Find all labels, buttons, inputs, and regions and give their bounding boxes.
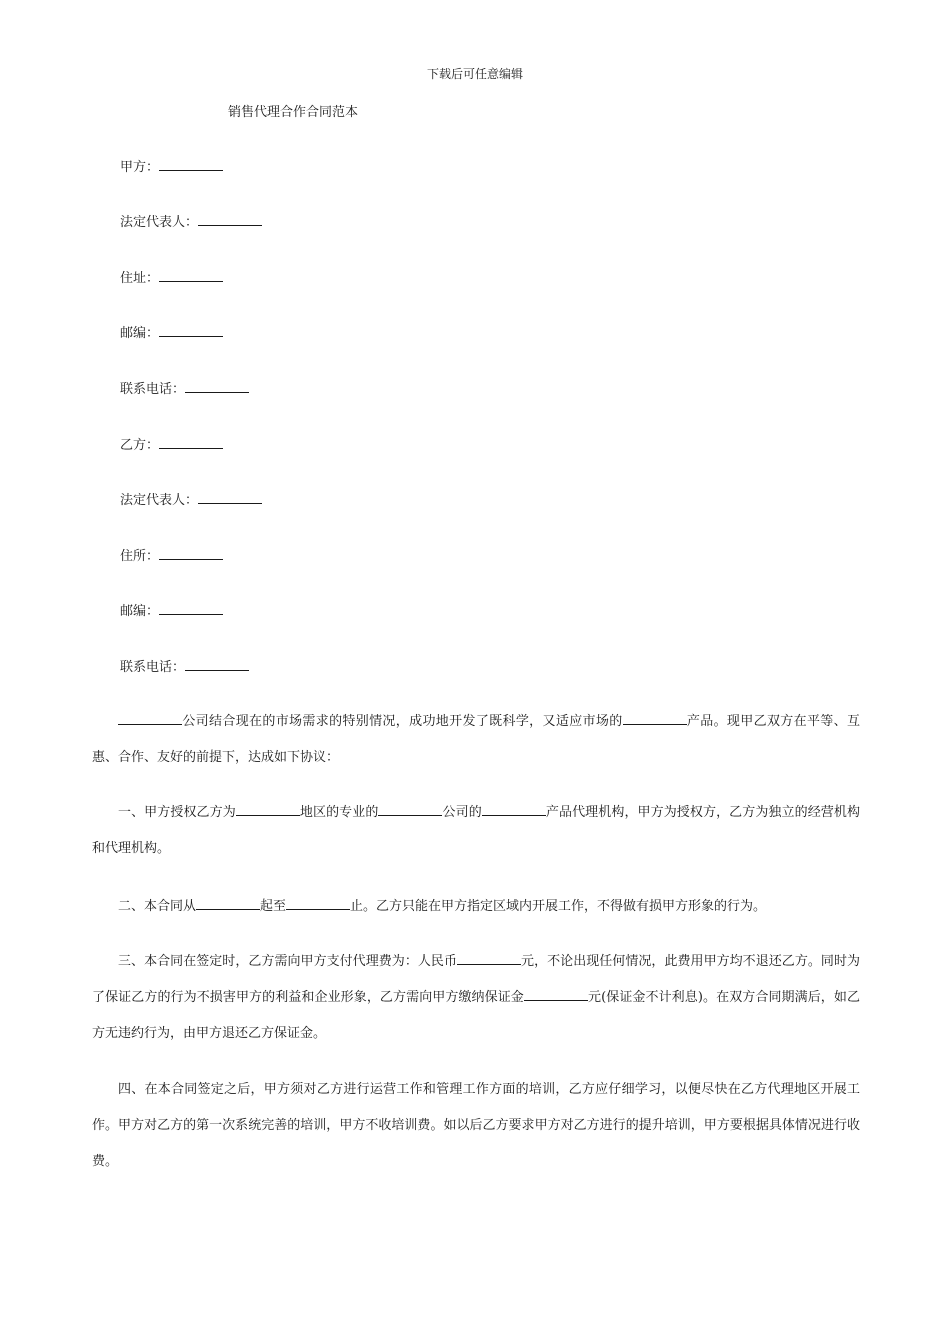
clause-1-text-1: 一、甲方授权乙方为 [118,805,236,820]
party-a-postcode-field [120,324,223,343]
clause-1-company-blank [378,803,442,816]
party-a-postcode-label: 邮编： [120,326,160,341]
party-b-postcode-label: 邮编： [120,604,160,619]
party-a-rep-label: 法定代表人： [120,215,199,230]
party-b-address-blank [159,547,223,560]
clause-4: 四、在本合同签定之后，甲方须对乙方进行运营工作和管理工作方面的培训，乙方应仔细学习，以便尽快在乙方代理地区开展工作。甲方对乙方的第一次系统完善的培训，甲方不收培训费。如以后乙方要求甲方对乙方进行的提升培训，甲方要根据具体情况进行收费。 [92,1082,860,1169]
party-b-postcode-blank [159,602,223,615]
clause-3-deposit-blank [524,988,588,1001]
party-a-address-label: 住址： [120,271,160,286]
party-b-phone-field [120,658,249,677]
clause-2 [92,889,860,925]
intro-company-blank [118,712,182,725]
party-a-name-blank [159,158,223,171]
clause-1 [92,795,860,867]
intro-text-1: 公司结合现在的市场需求的特别情况，成功地开发了既科学，又适应市场的 [182,714,623,729]
clause-1-region-blank [236,803,300,816]
clause-1-product-blank [482,803,546,816]
clause-1-text-4: 产品代理机构，甲方为授权方，乙方为独立的经营机构和代理机构。 [92,805,860,856]
party-a-rep-blank [198,213,262,226]
clause-3 [92,944,860,1052]
party-a-phone-label: 联系电话： [120,382,186,397]
party-b-name-label: 乙方： [120,438,160,453]
clause-3-text-2: 元，不论出现任何情况，此费用甲方均不退还乙方。同时为了保证乙方的行为不损害甲方的利益和企业形象，乙方需向甲方缴纳保证金 [92,954,860,1005]
party-a-phone-field [120,380,249,399]
intro-paragraph [92,704,860,776]
party-b-phone-label: 联系电话： [120,660,186,675]
clause-3-text-1: 三、本合同在签定时，乙方需向甲方支付代理费为：人民币 [118,954,457,969]
party-a-address-blank [159,269,223,282]
party-a-phone-blank [185,380,249,393]
header-note: 下载后可任意编辑 [426,67,523,81]
party-a-postcode-blank [159,324,223,337]
party-b-rep-field [120,491,262,510]
party-a-name-field [120,158,223,177]
party-b-rep-blank [198,491,262,504]
document-title: 销售代理合作合同范本 [228,105,359,120]
intro-product-blank [623,712,687,725]
party-b-postcode-field [120,602,223,621]
clause-2-text-1: 二、本合同从 [118,899,197,914]
party-b-address-label: 住所： [120,549,160,564]
clause-1-text-2: 地区的专业的 [299,805,379,820]
party-b-name-field [120,436,223,455]
party-b-rep-label: 法定代表人： [120,493,199,508]
party-b-name-blank [159,436,223,449]
clause-3-text-3: 元(保证金不计利息)。在双方合同期满后，如乙方无违约行为，由甲方退还乙方保证金。 [92,990,860,1041]
clause-2-text-3: 止。乙方只能在甲方指定区域内开展工作，不得做有损甲方形象的行为。 [350,899,767,914]
party-a-address-field [120,269,223,288]
clause-2-end-blank [286,897,350,910]
party-b-phone-blank [185,658,249,671]
party-b-address-field [120,547,223,566]
clause-2-text-2: 起至 [260,899,287,914]
clause-1-text-3: 公司的 [442,805,482,820]
party-a-rep-field [120,213,262,232]
party-a-name-label: 甲方： [120,160,160,175]
clause-2-start-blank [196,897,260,910]
clause-3-fee-blank [457,952,521,965]
intro-text-2: 产品。现甲乙双方在平等、互惠、合作、友好的前提下，达成如下协议： [92,714,860,765]
